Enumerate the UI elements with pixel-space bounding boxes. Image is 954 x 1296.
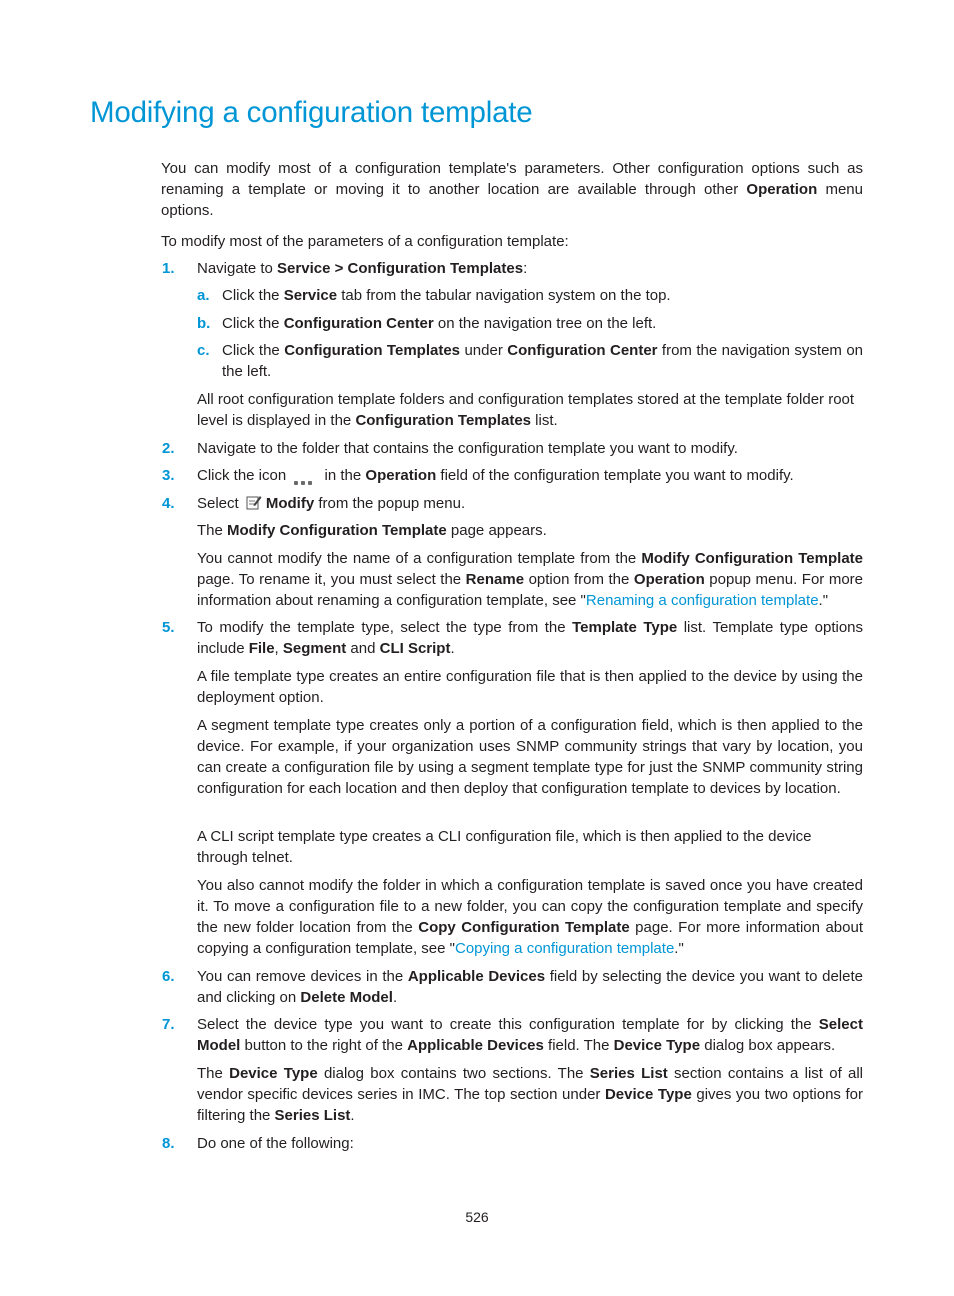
substep-letter: a. <box>197 287 210 304</box>
step-number: 1. <box>162 260 175 277</box>
segment-template-note: A segment template type creates only a portion of a configuration field, which is then applied to the device. For example, if your organization uses SNMP community strings that vary by location, you can create a configuration file by using a segment template type for just the SNMP community string configuration for each location and then deploy that configuration template to devices by location. <box>197 717 863 797</box>
copying-template-link[interactable]: Copying a configuration template <box>454 940 675 957</box>
page-title: Modifying a configuration template <box>90 96 533 129</box>
folder-note: You also cannot modify the folder in which a configuration template is saved once you have created it. To move a configuration file to a new folder, you can copy the configuration template and specify the new folder location from the Copy Configuration Template page. For more information about copying a configuration template, see "Copying a configuration template." <box>197 877 863 957</box>
substep-c-text: Click the Configuration Templates under Configuration Center from the navigation system on the left. <box>222 342 864 380</box>
modify-edit-icon <box>246 494 262 510</box>
step-number: 2. <box>162 440 175 457</box>
step-7-text: Select the device type you want to create this configuration template for by clicking the Select Model button to the right of the Applicable Devices field. The Device Type dialog box appears. <box>197 1016 863 1054</box>
step-8-text: Do one of the following: <box>197 1135 354 1152</box>
renaming-template-link[interactable]: Renaming a configuration template <box>585 592 819 609</box>
step-4-detail: You cannot modify the name of a configuration template from the Modify Configuration Template page. To rename it, you must select the Rename option from the Operation popup menu. For more information about renaming a configuration template, see "Renaming a configuration template." <box>197 550 863 609</box>
step-number: 4. <box>162 495 175 512</box>
step-number: 6. <box>162 968 175 985</box>
step-1-text: Navigate to Service > Configuration Templates: <box>197 260 528 277</box>
file-template-note: A file template type creates an entire configuration file that is then applied to the device by using the deployment option. <box>197 668 863 706</box>
substep-b-text: Click the Configuration Center on the navigation tree on the left. <box>222 315 657 332</box>
substep-letter: b. <box>197 315 211 332</box>
page-number: 526 <box>465 1209 489 1225</box>
step-5-text: To modify the template type, select the type from the Template Type list. Template type options include File, Segment and CLI Script. <box>197 619 864 657</box>
cli-template-note: A CLI script template type creates a CLI configuration file, which is then applied to the device through telnet. <box>197 828 812 866</box>
substep-letter: c. <box>197 342 210 359</box>
intro-lead: To modify most of the parameters of a configuration template: <box>161 233 569 250</box>
step-1-note: All root configuration template folders and configuration templates stored at the template folder root level is displayed in the Configuration Templates list. <box>197 391 855 429</box>
step-4-note: The Modify Configuration Template page appears. <box>197 522 547 539</box>
step-4-text: Select Modify from the popup menu. <box>197 495 466 512</box>
step-6-text: You can remove devices in the Applicable Devices field by selecting the device you want to delete and clicking on Delete Model. <box>197 968 863 1006</box>
step-3-text: Click the icon in the Operation field of the configuration template you want to modify. <box>197 467 794 484</box>
step-number: 8. <box>162 1135 175 1152</box>
substep-a-text: Click the Service tab from the tabular navigation system on the top. <box>222 287 671 304</box>
step-number: 5. <box>162 619 175 636</box>
step-7-note: The Device Type dialog box contains two sections. The Series List section contains a list of all vendor specific devices series in IMC. The top section under Device Type gives you two options for filtering the Series List. <box>197 1065 864 1124</box>
step-2-text: Navigate to the folder that contains the configuration template you want to modify. <box>197 440 738 457</box>
step-number: 7. <box>162 1016 175 1033</box>
intro-paragraph: You can modify most of a configuration template's parameters. Other configuration options such as renaming a template or moving it to another location are available through other Operation menu options. <box>161 160 863 219</box>
more-dots-icon <box>294 470 316 480</box>
step-number: 3. <box>162 467 175 484</box>
